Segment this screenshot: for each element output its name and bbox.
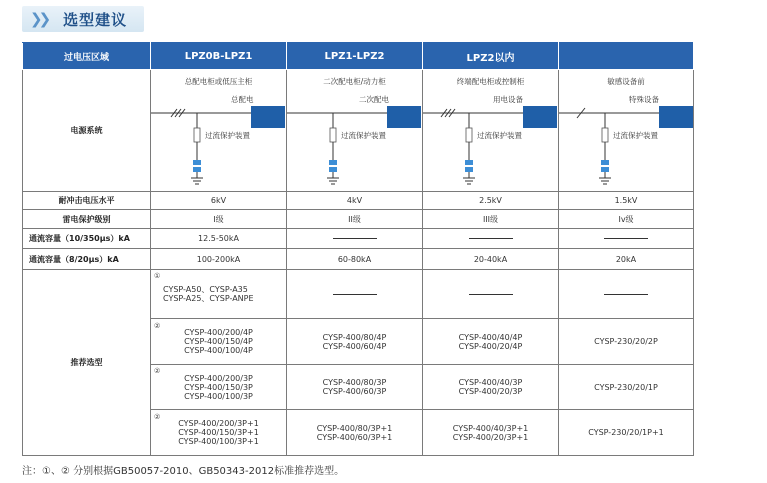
model-line: CYSP-400/60/4P	[322, 341, 387, 351]
diagram-caption: 二次配电柜/动力柜	[323, 76, 386, 86]
model-line: CYSP-400/100/4P	[184, 346, 253, 356]
flow-8-20-value: 20-40kA	[423, 249, 559, 269]
flow-10-350-label: 通流容量（10/350μs）kA	[23, 229, 151, 249]
model-line: CYSP-400/60/3P	[322, 387, 387, 397]
impulse-voltage-label: 耐冲击电压水平	[23, 191, 151, 209]
recommend-cell	[423, 319, 559, 365]
model-line: CYSP-400/150/3P	[184, 382, 253, 392]
flow-8-20-value: 100-200kA	[151, 249, 287, 269]
protect-label: 过流保护装置	[205, 130, 250, 140]
model-line: CYSP-400/200/4P	[184, 328, 253, 338]
power-diagram-2	[287, 72, 422, 190]
empty-dash-cell	[423, 229, 559, 249]
box-label: 用电设备	[493, 94, 523, 104]
power-zone-1	[151, 70, 287, 191]
dash-line	[604, 238, 648, 239]
impulse-voltage-value: 6kV	[151, 191, 287, 209]
protection-class-row	[23, 210, 694, 229]
recommend-cell	[287, 364, 423, 410]
diagram-caption: 敏感设备前	[607, 76, 645, 86]
marker-2: ②	[154, 412, 161, 421]
protection-class-value: Iv级	[559, 210, 694, 229]
model-line: CYSP-400/150/3P+1	[178, 428, 259, 438]
recommend-cell	[151, 364, 287, 410]
impulse-voltage-value: 2.5kV	[423, 191, 559, 209]
protect-label: 过流保护装置	[613, 130, 658, 140]
box-label: 总配电	[231, 94, 254, 104]
recommend-cell	[559, 364, 694, 410]
impulse-voltage-row	[23, 191, 694, 209]
protect-label: 过流保护装置	[341, 130, 386, 140]
marker-2: ②	[154, 367, 161, 376]
chevron-double-right-icon: ❯❯	[30, 11, 48, 28]
model-line: CYSP-400/20/3P+1	[452, 432, 529, 442]
model-line: CYSP-A50、CYSP-A35	[163, 285, 248, 294]
model-line: CYSP-A25、CYSP-ANPE	[163, 294, 254, 303]
marker-1: ①	[154, 272, 161, 280]
recommend-cell	[423, 364, 559, 410]
recommend-cell	[287, 319, 423, 365]
empty-dash-cell	[287, 229, 423, 249]
protect-label: 过流保护装置	[477, 130, 522, 140]
empty-dash-cell	[559, 229, 694, 249]
header-lpz1-lpz2: LPZ1-LPZ2	[287, 43, 423, 70]
flow-10-350-value: 12.5-50kA	[151, 229, 287, 249]
model-line: CYSP-400/80/3P+1	[316, 423, 393, 433]
dash-line	[333, 294, 377, 295]
recommend-cell	[151, 269, 287, 319]
dash-line	[604, 294, 648, 295]
impulse-voltage-value: 4kV	[287, 191, 423, 209]
recommend-cell	[151, 410, 287, 456]
recommend-cell	[559, 319, 694, 365]
protection-class-value: I级	[151, 210, 287, 229]
power-diagram-3	[423, 72, 558, 190]
empty-dash-cell	[423, 269, 559, 319]
protection-class-label: 雷电保护级别	[23, 210, 151, 229]
model-line: CYSP-400/100/3P	[184, 391, 253, 401]
section-title: 选型建议	[63, 10, 128, 29]
power-diagram-1	[151, 72, 286, 190]
recommend-label: 推荐选型	[23, 269, 151, 455]
box-label: 特殊设备	[629, 94, 659, 104]
recommend-cell	[423, 410, 559, 456]
flow-8-20-label: 通流容量（8/20μs）kA	[23, 249, 151, 269]
model-line: CYSP-400/150/4P	[184, 337, 253, 347]
flow-8-20-value: 20kA	[559, 249, 694, 269]
section-title-banner	[22, 6, 144, 32]
footnote: 注：①、② 分别根据GB50057-2010、GB50343-2012标准推荐选型。	[22, 466, 345, 477]
power-zone-2	[287, 70, 423, 191]
header-lpz2-inside: LPZ2以内	[423, 43, 559, 70]
model-line: CYSP-230/20/1P	[594, 382, 658, 392]
header-lpz0b-lpz1: LPZ0B-LPZ1	[151, 43, 287, 70]
dash-line	[333, 238, 377, 239]
model-line: CYSP-230/20/1P+1	[588, 428, 664, 438]
flow-8-20-value: 60-80kA	[287, 249, 423, 269]
marker-2: ②	[154, 321, 161, 330]
model-line: CYSP-230/20/2P	[594, 337, 658, 347]
power-zone-3	[423, 70, 559, 191]
model-line: CYSP-400/200/3P	[184, 373, 253, 383]
power-system-label: 电源系统	[23, 70, 151, 191]
recommend-row-1	[23, 269, 694, 319]
dash-line	[469, 238, 513, 239]
model-line: CYSP-400/40/3P+1	[452, 423, 529, 433]
power-zone-4	[559, 70, 694, 191]
model-line: CYSP-400/20/4P	[458, 341, 523, 351]
protection-class-value: III级	[423, 210, 559, 229]
table-header-row	[23, 43, 694, 70]
recommend-cell	[151, 319, 287, 365]
empty-dash-cell	[559, 269, 694, 319]
selection-table	[22, 42, 694, 456]
flow-10-350-row	[23, 229, 694, 249]
impulse-voltage-value: 1.5kV	[559, 191, 694, 209]
recommend-cell	[287, 410, 423, 456]
model-line: CYSP-400/40/3P	[458, 378, 523, 388]
diagram-caption: 终端配电柜或控制柜	[456, 76, 525, 86]
model-line: CYSP-400/20/3P	[458, 387, 523, 397]
power-system-row	[23, 70, 694, 191]
header-zone: 过电压区域	[23, 43, 151, 70]
model-line: CYSP-400/200/3P+1	[178, 419, 259, 429]
empty-dash-cell	[287, 269, 423, 319]
diagram-caption: 总配电柜或低压主柜	[184, 76, 253, 86]
dash-line	[469, 294, 513, 295]
model-line: CYSP-400/100/3P+1	[178, 437, 259, 447]
protection-class-value: II级	[287, 210, 423, 229]
header-sensitive	[559, 43, 694, 70]
power-diagram-4	[559, 72, 693, 190]
recommend-cell	[559, 410, 694, 456]
model-line: CYSP-400/60/3P+1	[316, 432, 393, 442]
model-line: CYSP-400/40/4P	[458, 332, 523, 342]
flow-8-20-row	[23, 249, 694, 269]
box-label: 二次配电	[359, 94, 389, 104]
model-line: CYSP-400/80/4P	[322, 332, 387, 342]
model-line: CYSP-400/80/3P	[322, 378, 387, 388]
